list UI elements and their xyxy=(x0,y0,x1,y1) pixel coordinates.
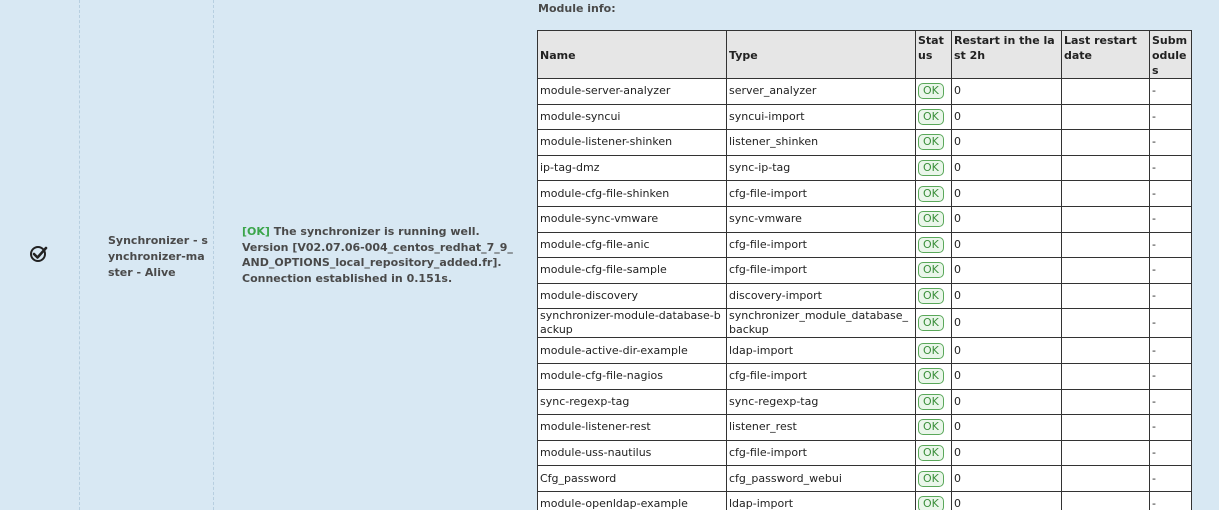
module-type-cell: sync-regexp-tag xyxy=(727,389,916,415)
status-badge: OK xyxy=(918,109,944,125)
status-badge: OK xyxy=(918,419,944,435)
table-row xyxy=(538,466,1192,492)
output-version: Version [V02.07.06-004_centos_redhat_7_9_AND_OPTIONS_local_repository_added.fr]. xyxy=(242,240,513,269)
module-type-cell: sync-ip-tag xyxy=(727,155,916,181)
status-badge: OK xyxy=(918,211,944,227)
status-badge: OK xyxy=(918,471,944,487)
restart-count-cell: 0 xyxy=(952,130,1062,156)
submodules-cell: - xyxy=(1150,283,1192,309)
table-row xyxy=(538,389,1192,415)
restart-count-cell: 0 xyxy=(952,309,1062,338)
module-type-cell: cfg-file-import xyxy=(727,181,916,207)
module-type-cell: server_analyzer xyxy=(727,79,916,105)
restart-count-cell: 0 xyxy=(952,466,1062,492)
table-row xyxy=(538,283,1192,309)
table-row xyxy=(538,309,1192,338)
daemon-output xyxy=(242,224,514,286)
submodules-cell: - xyxy=(1150,258,1192,284)
last-restart-cell xyxy=(1062,155,1150,181)
module-type-cell: sync-vmware xyxy=(727,206,916,232)
header-type: Type xyxy=(727,31,916,79)
module-status-cell xyxy=(916,440,952,466)
restart-count-cell: 0 xyxy=(952,104,1062,130)
submodules-cell: - xyxy=(1150,440,1192,466)
submodules-cell: - xyxy=(1150,466,1192,492)
submodules-cell: - xyxy=(1150,491,1192,510)
submodules-cell: - xyxy=(1150,79,1192,105)
last-restart-cell xyxy=(1062,206,1150,232)
module-type-cell: discovery-import xyxy=(727,283,916,309)
status-badge: OK xyxy=(918,134,944,150)
status-badge: OK xyxy=(918,288,944,304)
header-name: Name xyxy=(538,31,727,79)
header-restart: Restart in the last 2h xyxy=(952,31,1062,79)
restart-count-cell: 0 xyxy=(952,232,1062,258)
module-type-cell: cfg-file-import xyxy=(727,440,916,466)
ok-tag: [OK] xyxy=(242,225,270,238)
module-status-cell xyxy=(916,155,952,181)
last-restart-cell xyxy=(1062,232,1150,258)
module-type-cell: listener_shinken xyxy=(727,130,916,156)
module-status-cell xyxy=(916,206,952,232)
module-status-cell xyxy=(916,415,952,441)
last-restart-cell xyxy=(1062,181,1150,207)
module-status-cell xyxy=(916,104,952,130)
table-row xyxy=(538,130,1192,156)
last-restart-cell xyxy=(1062,309,1150,338)
submodules-cell: - xyxy=(1150,104,1192,130)
module-status-cell xyxy=(916,363,952,389)
table-row xyxy=(538,338,1192,364)
module-status-cell xyxy=(916,389,952,415)
module-status-cell xyxy=(916,130,952,156)
module-info-table xyxy=(537,30,1192,510)
last-restart-cell xyxy=(1062,79,1150,105)
table-row xyxy=(538,491,1192,510)
restart-count-cell: 0 xyxy=(952,258,1062,284)
table-row xyxy=(538,79,1192,105)
daemon-name: Synchronizer - synchronizer-master - Alive xyxy=(108,234,208,279)
output-message: The synchronizer is running well. xyxy=(269,225,480,238)
module-status-cell xyxy=(916,309,952,338)
module-name-cell: module-cfg-file-nagios xyxy=(538,363,727,389)
last-restart-cell xyxy=(1062,104,1150,130)
submodules-cell: - xyxy=(1150,155,1192,181)
last-restart-cell xyxy=(1062,440,1150,466)
submodules-cell: - xyxy=(1150,415,1192,441)
restart-count-cell: 0 xyxy=(952,415,1062,441)
module-name-cell: module-server-analyzer xyxy=(538,79,727,105)
status-badge: OK xyxy=(918,262,944,278)
submodules-cell: - xyxy=(1150,363,1192,389)
last-restart-cell xyxy=(1062,363,1150,389)
submodules-cell: - xyxy=(1150,389,1192,415)
status-badge: OK xyxy=(918,160,944,176)
submodules-cell: - xyxy=(1150,181,1192,207)
module-type-cell: cfg-file-import xyxy=(727,363,916,389)
submodules-cell: - xyxy=(1150,130,1192,156)
module-name-cell: module-cfg-file-sample xyxy=(538,258,727,284)
module-status-cell xyxy=(916,79,952,105)
module-type-cell: listener_rest xyxy=(727,415,916,441)
module-name-cell: module-active-dir-example xyxy=(538,338,727,364)
status-badge: OK xyxy=(918,186,944,202)
module-name-cell: sync-regexp-tag xyxy=(538,389,727,415)
restart-count-cell: 0 xyxy=(952,155,1062,181)
table-row xyxy=(538,232,1192,258)
module-type-cell: cfg_password_webui xyxy=(727,466,916,492)
module-type-cell: cfg-file-import xyxy=(727,232,916,258)
module-status-cell xyxy=(916,338,952,364)
check-circle-icon xyxy=(29,244,49,264)
header-last-restart: Last restart date xyxy=(1062,31,1150,79)
submodules-cell: - xyxy=(1150,232,1192,258)
module-name-cell: module-listener-rest xyxy=(538,415,727,441)
restart-count-cell: 0 xyxy=(952,79,1062,105)
module-type-cell: cfg-file-import xyxy=(727,258,916,284)
table-row xyxy=(538,155,1192,181)
table-row xyxy=(538,206,1192,232)
module-type-cell: ldap-import xyxy=(727,491,916,510)
module-name-cell: module-sync-vmware xyxy=(538,206,727,232)
header-status: Status xyxy=(916,31,952,79)
module-name-cell: module-uss-nautilus xyxy=(538,440,727,466)
table-row xyxy=(538,440,1192,466)
column-divider xyxy=(79,0,80,510)
table-header-row xyxy=(538,31,1192,79)
module-info-title: Module info: xyxy=(538,2,616,15)
status-badge: OK xyxy=(918,496,944,510)
restart-count-cell: 0 xyxy=(952,440,1062,466)
restart-count-cell: 0 xyxy=(952,283,1062,309)
module-name-cell: synchronizer-module-database-backup xyxy=(538,309,727,338)
last-restart-cell xyxy=(1062,415,1150,441)
module-name-cell: module-cfg-file-anic xyxy=(538,232,727,258)
restart-count-cell: 0 xyxy=(952,338,1062,364)
last-restart-cell xyxy=(1062,283,1150,309)
restart-count-cell: 0 xyxy=(952,491,1062,510)
submodules-cell: - xyxy=(1150,309,1192,338)
status-badge: OK xyxy=(918,394,944,410)
module-name-cell: module-listener-shinken xyxy=(538,130,727,156)
status-badge: OK xyxy=(918,315,944,331)
last-restart-cell xyxy=(1062,389,1150,415)
module-status-cell xyxy=(916,258,952,284)
module-name-cell: module-openldap-example xyxy=(538,491,727,510)
module-type-cell: syncui-import xyxy=(727,104,916,130)
module-status-cell xyxy=(916,283,952,309)
module-status-cell xyxy=(916,491,952,510)
module-status-cell xyxy=(916,232,952,258)
restart-count-cell: 0 xyxy=(952,181,1062,207)
last-restart-cell xyxy=(1062,258,1150,284)
table-row xyxy=(538,181,1192,207)
module-name-cell: module-syncui xyxy=(538,104,727,130)
output-connection: Connection established in 0.151s. xyxy=(242,271,453,285)
last-restart-cell xyxy=(1062,130,1150,156)
header-submodules: Submodules xyxy=(1150,31,1192,79)
last-restart-cell xyxy=(1062,466,1150,492)
module-type-cell: ldap-import xyxy=(727,338,916,364)
table-row xyxy=(538,363,1192,389)
restart-count-cell: 0 xyxy=(952,363,1062,389)
last-restart-cell xyxy=(1062,491,1150,510)
submodules-cell: - xyxy=(1150,206,1192,232)
table-row xyxy=(538,258,1192,284)
table-row xyxy=(538,104,1192,130)
table-row xyxy=(538,415,1192,441)
status-badge: OK xyxy=(918,445,944,461)
status-badge: OK xyxy=(918,343,944,359)
module-type-cell: synchronizer_module_database_backup xyxy=(727,309,916,338)
module-status-cell xyxy=(916,181,952,207)
module-status-cell xyxy=(916,466,952,492)
submodules-cell: - xyxy=(1150,338,1192,364)
status-badge: OK xyxy=(918,368,944,384)
module-name-cell: Cfg_password xyxy=(538,466,727,492)
module-name-cell: module-discovery xyxy=(538,283,727,309)
restart-count-cell: 0 xyxy=(952,206,1062,232)
last-restart-cell xyxy=(1062,338,1150,364)
module-name-cell: ip-tag-dmz xyxy=(538,155,727,181)
status-badge: OK xyxy=(918,237,944,253)
column-divider xyxy=(213,0,214,510)
restart-count-cell: 0 xyxy=(952,389,1062,415)
status-badge: OK xyxy=(918,83,944,99)
module-name-cell: module-cfg-file-shinken xyxy=(538,181,727,207)
